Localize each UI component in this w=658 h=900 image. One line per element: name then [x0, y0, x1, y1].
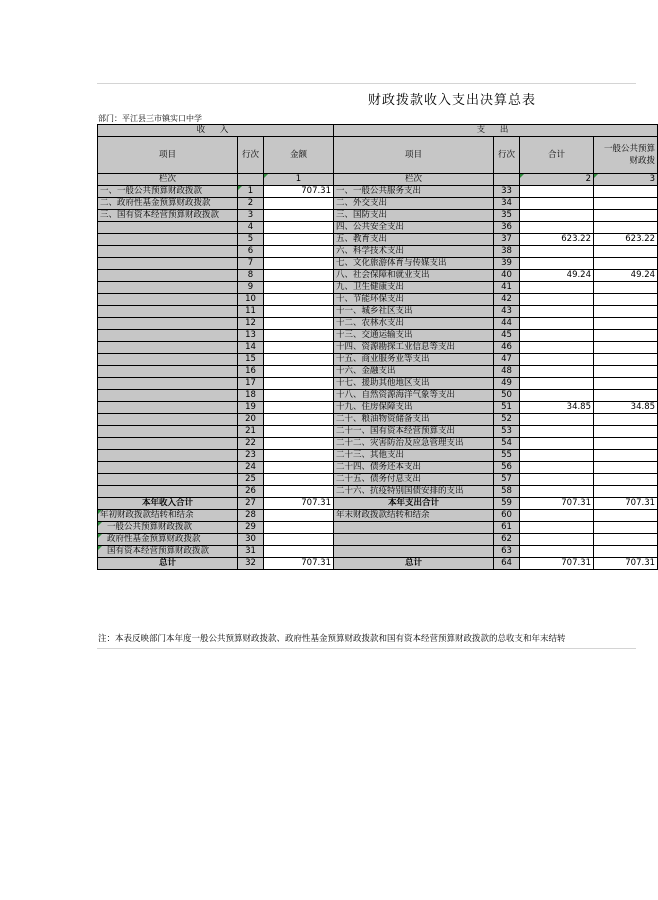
- income-amount: [264, 450, 334, 462]
- grand-total-row: [98, 558, 658, 570]
- income-amount: [264, 426, 334, 438]
- grand-total-amount: 707.31: [264, 558, 334, 570]
- income-item: [98, 306, 238, 318]
- table-row: [98, 246, 658, 258]
- expense-item: 十一、城乡社区支出: [334, 306, 494, 318]
- expense-general: [594, 414, 658, 426]
- income-item: [98, 486, 238, 498]
- expense-item: 二十、粮油物资储备支出: [334, 414, 494, 426]
- expense-row-no: 56: [494, 462, 520, 474]
- expense-total: [520, 426, 594, 438]
- expense-general: [594, 426, 658, 438]
- income-item: 一、一般公共预算财政拨款: [98, 186, 238, 198]
- income-row-no: 10: [238, 294, 264, 306]
- carry-in-no: 28: [238, 510, 264, 522]
- expense-row-no: 54: [494, 438, 520, 450]
- carry-over-row: [98, 510, 658, 522]
- income-row-no: 16: [238, 366, 264, 378]
- income-total-label: 本年收入合计: [98, 498, 238, 510]
- expense-general: 623.22: [594, 234, 658, 246]
- table-row: [98, 270, 658, 282]
- expense-row-no: 42: [494, 294, 520, 306]
- sub1-exp-total: [520, 522, 594, 534]
- income-item: [98, 462, 238, 474]
- expense-row-no: 57: [494, 474, 520, 486]
- income-item: [98, 258, 238, 270]
- expense-item: 十九、住房保障支出: [334, 402, 494, 414]
- carry-out-general: [594, 510, 658, 522]
- department-label: 部门：平江县三市镇实口中学: [98, 114, 202, 123]
- income-row-no: 1: [238, 186, 264, 198]
- sheet-bottom-border: [97, 648, 636, 649]
- expense-row-no: 41: [494, 282, 520, 294]
- expense-row-no: 37: [494, 234, 520, 246]
- table-row: [98, 330, 658, 342]
- expense-total: [520, 246, 594, 258]
- expense-general: [594, 486, 658, 498]
- income-amount: [264, 270, 334, 282]
- expense-total-no: 59: [494, 498, 520, 510]
- expense-item: 一、一般公共服务支出: [334, 186, 494, 198]
- expense-total: [520, 306, 594, 318]
- expense-item: 七、文化旅游体育与传媒支出: [334, 258, 494, 270]
- expense-total: [520, 330, 594, 342]
- expense-total: [520, 186, 594, 198]
- table-row: [98, 282, 658, 294]
- expense-item: 三、国防支出: [334, 210, 494, 222]
- income-amount: [264, 462, 334, 474]
- expense-colno-3: 3: [594, 174, 658, 186]
- table-row: [98, 258, 658, 270]
- sub1-amount: [264, 522, 334, 534]
- expense-row-no: 48: [494, 366, 520, 378]
- expense-total: 49.24: [520, 270, 594, 282]
- income-row-no: 5: [238, 234, 264, 246]
- expense-item: 四、公共安全支出: [334, 222, 494, 234]
- expense-row-no: 33: [494, 186, 520, 198]
- table-row: [98, 342, 658, 354]
- expense-row-no: 55: [494, 450, 520, 462]
- income-item: [98, 246, 238, 258]
- income-amount: [264, 342, 334, 354]
- income-row-no: 23: [238, 450, 264, 462]
- expense-item: 二、外交支出: [334, 198, 494, 210]
- table-row: [98, 186, 658, 198]
- expense-general: [594, 198, 658, 210]
- income-item: [98, 450, 238, 462]
- table-row: [98, 474, 658, 486]
- sub2-exp-general: [594, 534, 658, 546]
- income-item: [98, 426, 238, 438]
- sub3-exp-general: [594, 546, 658, 558]
- expense-general: [594, 222, 658, 234]
- expense-total: [520, 258, 594, 270]
- table-row: [98, 402, 658, 414]
- expense-total-amount: 707.31: [520, 498, 594, 510]
- column-number-row: [98, 174, 658, 186]
- table-row: [98, 438, 658, 450]
- income-row-no: 22: [238, 438, 264, 450]
- income-rowno-header: 行次: [238, 137, 264, 174]
- grand-exp-amount: 707.31: [520, 558, 594, 570]
- expense-item: 十二、农林水支出: [334, 318, 494, 330]
- sub3-no: 31: [238, 546, 264, 558]
- sub1-label: 一般公共预算财政拨款: [98, 522, 238, 534]
- expense-row-no: 52: [494, 414, 520, 426]
- income-amount: [264, 222, 334, 234]
- income-amount: [264, 258, 334, 270]
- expense-total-label: 本年支出合计: [334, 498, 494, 510]
- table-row: [98, 198, 658, 210]
- table-row: [98, 378, 658, 390]
- grand-total-label: 总计: [98, 558, 238, 570]
- income-amount: [264, 486, 334, 498]
- expense-general: 49.24: [594, 270, 658, 282]
- income-amount: [264, 354, 334, 366]
- expense-total: 34.85: [520, 402, 594, 414]
- footnote: 注：本表反映部门本年度一般公共预算财政拨款、政府性基金预算财政拨款和国有资本经营预算财政拨款的总收支和年末结转: [98, 634, 566, 644]
- expense-row-no: 38: [494, 246, 520, 258]
- spreadsheet-sheet: [97, 83, 656, 650]
- expense-row-no: 40: [494, 270, 520, 282]
- sub-row-capital: [98, 546, 658, 558]
- expense-total: [520, 198, 594, 210]
- sub3-exp-no: 63: [494, 546, 520, 558]
- income-item: [98, 330, 238, 342]
- expense-item: 十五、商业服务业等支出: [334, 354, 494, 366]
- income-item: [98, 282, 238, 294]
- table-row: [98, 414, 658, 426]
- income-amount-header: 金额: [264, 137, 334, 174]
- expense-general: [594, 330, 658, 342]
- income-total-no: 27: [238, 498, 264, 510]
- expense-item: 二十六、抗疫特别国债安排的支出: [334, 486, 494, 498]
- income-row-no: 19: [238, 402, 264, 414]
- report-title-row: [97, 83, 636, 110]
- income-amount: [264, 306, 334, 318]
- expense-general: 34.85: [594, 402, 658, 414]
- expense-row-no: 34: [494, 198, 520, 210]
- expense-total: [520, 366, 594, 378]
- sub1-exp-general: [594, 522, 658, 534]
- expense-row-no: 46: [494, 342, 520, 354]
- expense-general: [594, 306, 658, 318]
- sub2-exp-total: [520, 534, 594, 546]
- grand-exp-general: 707.31: [594, 558, 658, 570]
- income-row-no: 13: [238, 330, 264, 342]
- income-row-no: 8: [238, 270, 264, 282]
- sub3-label: 国有资本经营预算财政拨款: [98, 546, 238, 558]
- expense-general: [594, 438, 658, 450]
- income-item: [98, 402, 238, 414]
- expense-total: [520, 294, 594, 306]
- table-row: [98, 234, 658, 246]
- sub2-label: 政府性基金预算财政拨款: [98, 534, 238, 546]
- expense-general-header: 一般公共预算财政拨: [594, 137, 658, 174]
- expense-row-no: 39: [494, 258, 520, 270]
- income-amount: [264, 282, 334, 294]
- income-amount: [264, 294, 334, 306]
- expense-total: [520, 474, 594, 486]
- expense-total: [520, 342, 594, 354]
- expense-total: [520, 438, 594, 450]
- sub3-exp-label: [334, 546, 494, 558]
- income-item: [98, 294, 238, 306]
- expense-row-no: 47: [494, 354, 520, 366]
- expense-general: [594, 258, 658, 270]
- sub3-exp-total: [520, 546, 594, 558]
- expense-item: 十、节能环保支出: [334, 294, 494, 306]
- carry-out-no: 60: [494, 510, 520, 522]
- expense-colno-label: 栏次: [334, 174, 494, 186]
- expense-item: 八、社会保障和就业支出: [334, 270, 494, 282]
- empty-cell: [238, 174, 264, 186]
- expense-total: [520, 378, 594, 390]
- expense-item: 二十三、其他支出: [334, 450, 494, 462]
- expense-general: [594, 378, 658, 390]
- expense-item: 十四、资源勘探工业信息等支出: [334, 342, 494, 354]
- expense-row-no: 44: [494, 318, 520, 330]
- report-title: 财政拨款收入支出决算总表: [368, 93, 537, 108]
- expense-row-no: 35: [494, 210, 520, 222]
- expense-row-no: 50: [494, 390, 520, 402]
- expense-section-header: 支 出: [334, 125, 658, 137]
- sub2-no: 30: [238, 534, 264, 546]
- expense-total-general: 707.31: [594, 498, 658, 510]
- income-colno-label: 栏次: [98, 174, 238, 186]
- income-row-no: 14: [238, 342, 264, 354]
- income-item: [98, 366, 238, 378]
- expense-total: [520, 486, 594, 498]
- expense-total-header: 合计: [520, 137, 594, 174]
- expense-item: 十六、金融支出: [334, 366, 494, 378]
- income-amount: [264, 438, 334, 450]
- income-row-no: 11: [238, 306, 264, 318]
- income-amount: [264, 414, 334, 426]
- sub1-exp-no: 61: [494, 522, 520, 534]
- income-item: [98, 474, 238, 486]
- table-row: [98, 294, 658, 306]
- income-amount: 707.31: [264, 186, 334, 198]
- income-amount: [264, 390, 334, 402]
- table-row: [98, 426, 658, 438]
- expense-row-no: 51: [494, 402, 520, 414]
- income-item: [98, 438, 238, 450]
- expense-total: [520, 222, 594, 234]
- income-item: [98, 342, 238, 354]
- grand-exp-no: 64: [494, 558, 520, 570]
- expense-general: [594, 342, 658, 354]
- income-item: [98, 414, 238, 426]
- expense-row-no: 43: [494, 306, 520, 318]
- empty-cell: [494, 174, 520, 186]
- income-amount: [264, 402, 334, 414]
- income-row-no: 25: [238, 474, 264, 486]
- table-row: [98, 486, 658, 498]
- expense-general: [594, 318, 658, 330]
- income-row-no: 6: [238, 246, 264, 258]
- income-item: [98, 222, 238, 234]
- expense-general: [594, 210, 658, 222]
- table-row: [98, 366, 658, 378]
- section-header-row: [98, 125, 658, 137]
- income-item: 三、国有资本经营预算财政拨款: [98, 210, 238, 222]
- expense-general: [594, 294, 658, 306]
- expense-row-no: 36: [494, 222, 520, 234]
- income-total-row: [98, 498, 658, 510]
- income-item-header: 项目: [98, 137, 238, 174]
- expense-item: 十八、自然资源海洋气象等支出: [334, 390, 494, 402]
- expense-total: [520, 462, 594, 474]
- income-amount: [264, 210, 334, 222]
- expense-general: [594, 366, 658, 378]
- expense-item: 十三、交通运输支出: [334, 330, 494, 342]
- sub2-exp-label: [334, 534, 494, 546]
- table-row: [98, 306, 658, 318]
- income-amount: [264, 246, 334, 258]
- income-row-no: 17: [238, 378, 264, 390]
- table-row: [98, 462, 658, 474]
- expense-total: [520, 210, 594, 222]
- expense-total: [520, 390, 594, 402]
- table-row: [98, 390, 658, 402]
- income-row-no: 2: [238, 198, 264, 210]
- income-row-no: 7: [238, 258, 264, 270]
- income-item: 二、政府性基金预算财政拨款: [98, 198, 238, 210]
- column-header-row: [98, 137, 658, 174]
- income-row-no: 24: [238, 462, 264, 474]
- income-row-no: 3: [238, 210, 264, 222]
- expense-item: 二十四、债务还本支出: [334, 462, 494, 474]
- expense-item-header: 项目: [334, 137, 494, 174]
- expense-general: [594, 474, 658, 486]
- sub3-amount: [264, 546, 334, 558]
- expense-total: [520, 282, 594, 294]
- expense-general: [594, 282, 658, 294]
- income-section-header: 收 入: [98, 125, 334, 137]
- income-row-no: 9: [238, 282, 264, 294]
- expense-item: 五、教育支出: [334, 234, 494, 246]
- expense-row-no: 58: [494, 486, 520, 498]
- expense-item: 二十一、国有资本经营预算支出: [334, 426, 494, 438]
- income-row-no: 12: [238, 318, 264, 330]
- income-item: [98, 354, 238, 366]
- income-amount: [264, 234, 334, 246]
- table-row: [98, 354, 658, 366]
- carry-in-amount: [264, 510, 334, 522]
- carry-out-total: [520, 510, 594, 522]
- income-row-no: 21: [238, 426, 264, 438]
- expense-general: [594, 186, 658, 198]
- sub2-exp-no: 62: [494, 534, 520, 546]
- sub-row-general: [98, 522, 658, 534]
- expense-general: [594, 450, 658, 462]
- income-row-no: 15: [238, 354, 264, 366]
- income-colno-1: 1: [264, 174, 334, 186]
- expense-item: 六、科学技术支出: [334, 246, 494, 258]
- expense-general: [594, 246, 658, 258]
- table-row: [98, 222, 658, 234]
- sub2-amount: [264, 534, 334, 546]
- grand-total-no: 32: [238, 558, 264, 570]
- expense-total: [520, 318, 594, 330]
- income-amount: [264, 198, 334, 210]
- expense-item: 二十五、债务付息支出: [334, 474, 494, 486]
- expense-rowno-header: 行次: [494, 137, 520, 174]
- carry-out-label: 年末财政拨款结转和结余: [334, 510, 494, 522]
- expense-item: 十七、援助其他地区支出: [334, 378, 494, 390]
- table-row: [98, 318, 658, 330]
- grand-exp-label: 总计: [334, 558, 494, 570]
- income-item: [98, 270, 238, 282]
- income-row-no: 20: [238, 414, 264, 426]
- income-row-no: 18: [238, 390, 264, 402]
- expense-colno-2: 2: [520, 174, 594, 186]
- expense-item: 九、卫生健康支出: [334, 282, 494, 294]
- income-row-no: 26: [238, 486, 264, 498]
- expense-general: [594, 390, 658, 402]
- income-amount: [264, 474, 334, 486]
- income-item: [98, 390, 238, 402]
- expense-item: 二十二、灾害防治及应急管理支出: [334, 438, 494, 450]
- income-amount: [264, 378, 334, 390]
- expense-total: [520, 450, 594, 462]
- income-row-no: 4: [238, 222, 264, 234]
- income-item: [98, 378, 238, 390]
- expense-row-no: 49: [494, 378, 520, 390]
- expense-total: 623.22: [520, 234, 594, 246]
- expense-total: [520, 414, 594, 426]
- income-amount: [264, 330, 334, 342]
- carry-in-label: 年初财政拨款结转和结余: [98, 510, 238, 522]
- table-row: [98, 450, 658, 462]
- expense-general: [594, 354, 658, 366]
- income-amount: [264, 366, 334, 378]
- sub-row-fund: [98, 534, 658, 546]
- sub1-exp-label: [334, 522, 494, 534]
- table-row: [98, 210, 658, 222]
- income-amount: [264, 318, 334, 330]
- sub1-no: 29: [238, 522, 264, 534]
- expense-general: [594, 462, 658, 474]
- expense-row-no: 45: [494, 330, 520, 342]
- income-item: [98, 318, 238, 330]
- fiscal-table: [97, 124, 658, 570]
- income-item: [98, 234, 238, 246]
- income-total-amount: 707.31: [264, 498, 334, 510]
- expense-total: [520, 354, 594, 366]
- expense-row-no: 53: [494, 426, 520, 438]
